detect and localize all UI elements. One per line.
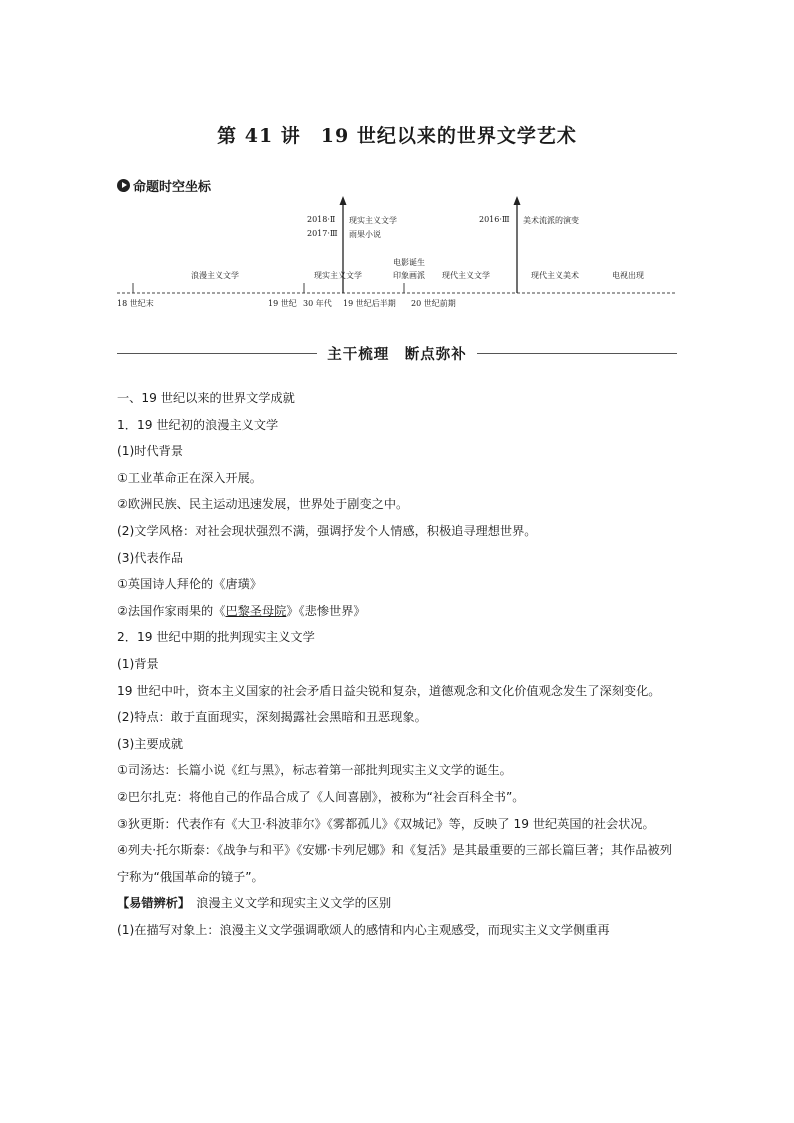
tick-label-20c-early: 20 世纪前期 (411, 299, 456, 308)
item-1-3b-post: 》《悲惨世界》 (286, 603, 366, 618)
item-1-3b (117, 598, 679, 625)
item-1-3: (3)代表作品 (117, 550, 184, 565)
item-2-3b: ②巴尔扎克：将他自己的作品合成了《人间喜剧》，被称为“社会百科全书”。 (117, 789, 525, 804)
tip-heading (117, 890, 679, 917)
item-2-3c: ③狄更斯：代表作有《大卫·科波菲尔》《雾都孤儿》《双城记》等，反映了 19 世纪英国的社会状况。 (117, 816, 655, 831)
item-1-1: (1)时代背景 (117, 444, 184, 459)
exam-arrow-2-head (514, 196, 521, 205)
period-film: 电影诞生 (393, 258, 425, 267)
period-romanticism: 浪漫主义文学 (191, 271, 239, 280)
tick-label-19c-late: 19 世纪后半期 (343, 299, 396, 308)
book-notre-dame: 巴黎圣母院 (225, 603, 287, 618)
item-2-1: (1)背景 (117, 656, 159, 671)
subheading-2: 2．19 世纪中期的批判现实主义文学 (117, 630, 315, 645)
exam-arrow-1-head (340, 196, 347, 205)
item-1-2: (2)文学风格：对社会现状强烈不满，强调抒发个人情感，积极追寻理想世界。 (117, 523, 537, 538)
exam-topic-art: 美术流派的演变 (523, 216, 579, 225)
heading-1: 一、19 世纪以来的世界文学成就 (117, 391, 295, 405)
item-1-3b-pre: ②法国作家雨果的《 (117, 603, 226, 618)
exam-topic-realism: 现实主义文学 (349, 216, 397, 225)
tick-label-19c: 19 世纪 (268, 299, 297, 308)
exam-note-2018: 2018·Ⅱ (307, 215, 336, 224)
item-1-3a: ①英国诗人拜伦的《唐璜》 (117, 577, 262, 592)
exam-note-2017: 2017·Ⅲ (307, 229, 338, 238)
exam-topic-hugo: 雨果小说 (349, 230, 381, 239)
exam-note-2016: 2016·Ⅲ (479, 215, 510, 224)
tip-1: (1)在描写对象上：浪漫主义文学强调歌颂人的感情和内心主观感受，而现实主义文学侧重再 (117, 922, 610, 937)
item-1-1b: ②欧洲民族、民主运动迅速发展，世界处于剧变之中。 (117, 497, 409, 512)
section-label-text: 命题时空坐标 (133, 180, 212, 195)
banner-right-line (477, 353, 677, 354)
tick-label-30s: 30 年代 (303, 299, 332, 308)
tip-title: 浪漫主义文学和现实主义文学的区别 (184, 896, 392, 911)
main-content (117, 385, 679, 943)
item-2-3a: ①司汤达：长篇小说《红与黑》，标志着第一部批判现实主义文学的诞生。 (117, 763, 512, 778)
item-2-1a: 19 世纪中叶，资本主义国家的社会矛盾日益尖锐和复杂，道德观念和文化价值观念发生了深刻变化。 (117, 683, 661, 698)
timeline-chart (0, 0, 794, 330)
tick-label-18c-end: 18 世纪末 (117, 299, 154, 308)
section-banner (117, 343, 677, 363)
subheading-1: 1．19 世纪初的浪漫主义文学 (117, 417, 279, 432)
period-modern-art: 现代主义美术 (531, 271, 579, 280)
banner-title: 主干梳理 断点弥补 (327, 345, 467, 363)
item-1-1a: ①工业革命正在深入开展。 (117, 470, 262, 485)
item-2-3d: ④列夫·托尔斯泰：《战争与和平》《安娜·卡列尼娜》和《复活》是其最重要的三部长篇巨著；其作品被列宁称为“俄国革命的镜子”。 (117, 843, 672, 884)
period-impressionism: 印象画派 (393, 271, 425, 280)
page-title: 第 41 讲 19 世纪以来的世界文学艺术 (217, 125, 577, 147)
period-modernism-lit: 现代主义文学 (442, 271, 490, 280)
tip-label: 【易错辨析】 (117, 896, 185, 911)
period-realism: 现实主义文学 (314, 271, 362, 280)
period-tv: 电视出现 (612, 271, 644, 280)
banner-left-line (117, 353, 317, 354)
item-2-2: (2)特点：敢于直面现实，深刻揭露社会黑暗和丑恶现象。 (117, 710, 427, 725)
item-2-3: (3)主要成就 (117, 736, 184, 751)
